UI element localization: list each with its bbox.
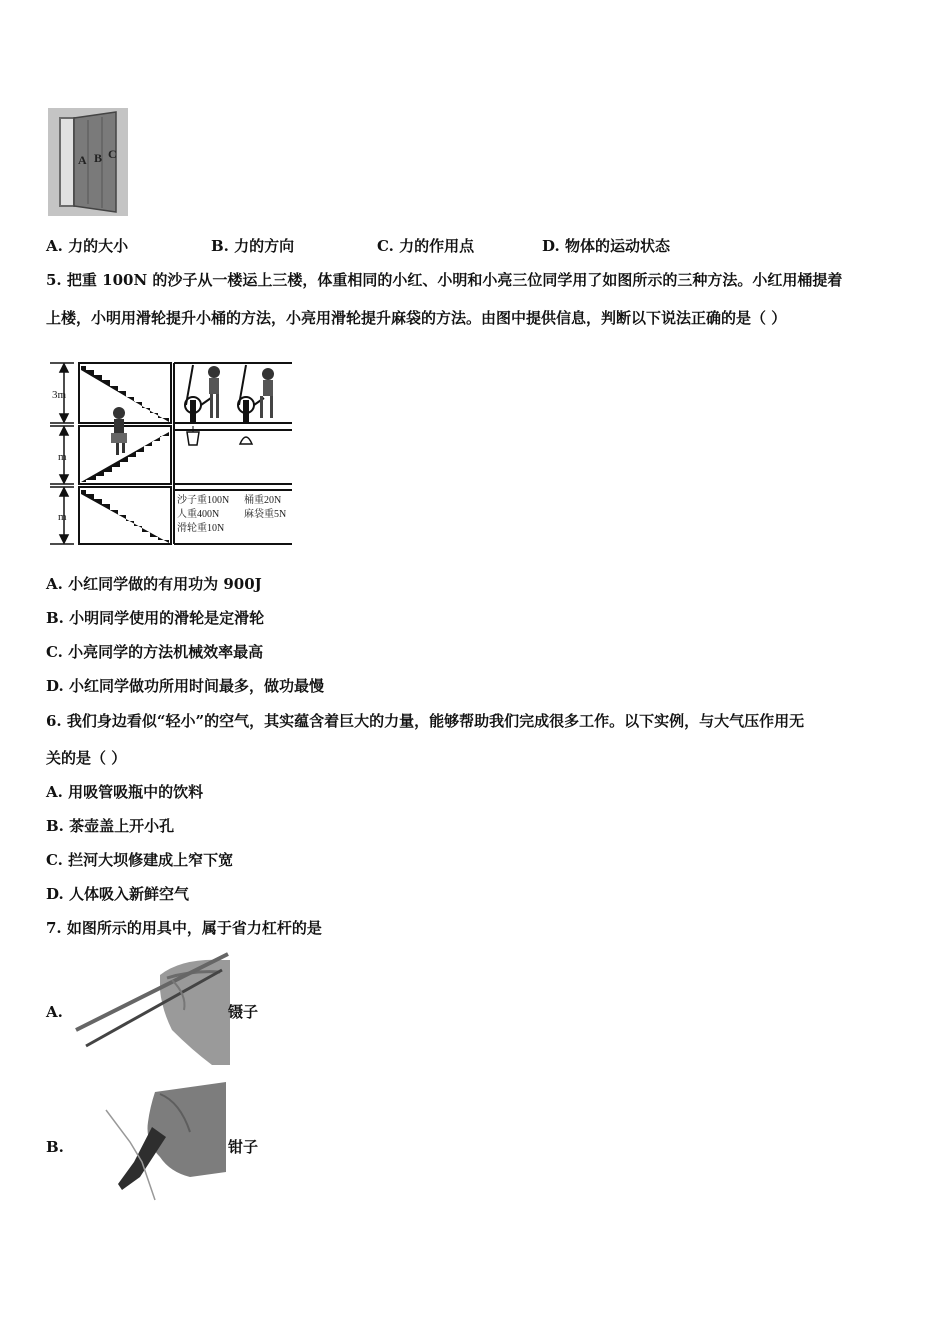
pliers-image	[100, 1082, 226, 1202]
q6-option-b[interactable]: B. 茶壶盖上开小孔	[46, 817, 175, 835]
q5-option-c[interactable]: C. 小亮同学的方法机械效率最高	[46, 643, 264, 661]
q7-option-a-text: 镊子	[228, 1003, 259, 1021]
q6-number: 6.	[46, 712, 62, 730]
q6-stem-line2: 关的是（ ）	[46, 749, 127, 767]
svg-text:B: B	[94, 151, 103, 165]
q7-option-b-text: 钳子	[228, 1138, 259, 1156]
q4-option-a[interactable]: A. 力的大小	[46, 237, 129, 255]
svg-text:C: C	[108, 147, 117, 161]
svg-text:m: m	[58, 451, 67, 463]
q5-stem-line1: 5. 把重 100N 的沙子从一楼运上三楼，体重相同的小红、小明和小亮三位同学用了如图所示的三种方法。小红用桶提着	[46, 271, 843, 289]
q6-option-a[interactable]: A. 用吸管吸瓶中的饮料	[46, 783, 204, 801]
q4-options	[46, 236, 906, 256]
q5-stem-line2: 上楼，小明用滑轮提升小桶的方法，小亮用滑轮提升麻袋的方法。由图中提供信息，判断以下说法正确的是（ ）	[46, 309, 787, 327]
q4-option-c[interactable]: C. 力的作用点	[377, 237, 475, 255]
q7-number: 7.	[46, 919, 62, 937]
q5-number: 5.	[46, 271, 62, 289]
q7-option-a-label[interactable]: A.	[46, 1003, 63, 1021]
svg-text:A: A	[78, 153, 87, 167]
q5-option-a[interactable]: A. 小红同学做的有用功为 900J	[46, 575, 262, 593]
q6-option-d[interactable]: D. 人体吸入新鲜空气	[46, 885, 189, 903]
info-pulley-weight: 滑轮重10N	[177, 523, 225, 534]
info-sack-weight: 麻袋重5N	[244, 509, 287, 520]
q4-option-d[interactable]: D. 物体的运动状态	[542, 237, 670, 255]
q6-stem-line1: 6. 我们身边看似“轻小”的空气，其实蕴含着巨大的力量，能够帮助我们完成很多工作。以下实例，与大气压作用无	[46, 712, 805, 730]
info-person-weight: 人重400N	[177, 509, 220, 520]
q6-option-c[interactable]: C. 拦河大坝修建成上窄下宽	[46, 851, 234, 869]
door-figure	[48, 108, 128, 216]
svg-text:3m: 3m	[52, 389, 67, 401]
q5-option-b[interactable]: B. 小明同学使用的滑轮是定滑轮	[46, 609, 265, 627]
stairs-pulley-figure	[46, 360, 292, 546]
q5-option-d[interactable]: D. 小红同学做功所用时间最多，做功最慢	[46, 677, 324, 695]
q4-option-b[interactable]: B. 力的方向	[211, 237, 295, 255]
q7-option-b-label[interactable]: B.	[46, 1138, 64, 1156]
q7-stem: 7. 如图所示的用具中，属于省力杠杆的是	[46, 919, 322, 937]
tweezers-image	[72, 950, 230, 1065]
info-sand-weight: 沙子重100N	[177, 495, 230, 506]
info-bucket-weight: 桶重20N	[244, 495, 282, 506]
svg-text:m: m	[58, 511, 67, 523]
